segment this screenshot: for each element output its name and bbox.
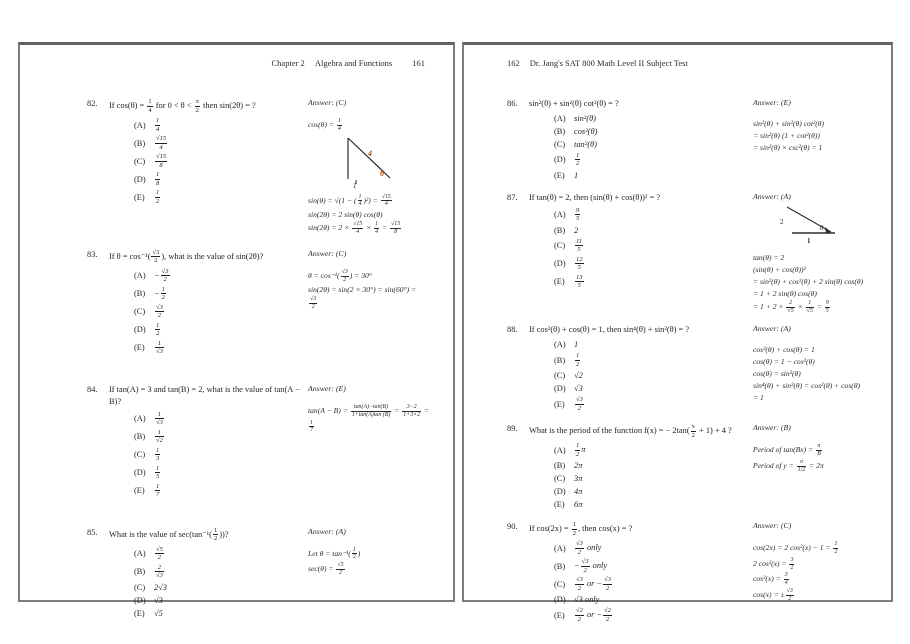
- option-text: $\frac{√3}{2}$ only: [576, 540, 602, 556]
- option-text: $\frac{√15}{4}$: [156, 135, 167, 151]
- option-row: [134, 171, 308, 187]
- option-row: [554, 383, 753, 394]
- triangle-base-label: 1: [807, 236, 811, 245]
- option-text: $\frac{1}{2}$: [576, 151, 580, 168]
- question-stem: What is the value of sec(tan⁻¹( $\frac{1}{2}$ ))?: [109, 526, 229, 543]
- option-label: (C): [554, 371, 566, 381]
- option-text: 3π: [574, 474, 583, 484]
- option-label: (B): [134, 432, 146, 442]
- option-text: − $\frac{√3}{2}$: [154, 267, 169, 284]
- option-text: $\frac{1}{4}$: [156, 117, 160, 133]
- solution-line: cos(θ) = $\frac{1}{4}$: [308, 118, 341, 132]
- option-label: (A): [134, 120, 146, 130]
- option-row: [134, 429, 308, 445]
- option-row: [554, 576, 753, 592]
- option-label: (C): [554, 139, 566, 149]
- option-text: − $\frac{√3}{2}$ only: [574, 558, 608, 574]
- solution-line: = 1: [753, 393, 764, 403]
- solution-line: = sin²(θ) + cos²(θ) + 2 sin(θ) cos(θ): [753, 276, 864, 286]
- option-row: [554, 274, 753, 290]
- option-text: cos²(θ): [574, 126, 598, 136]
- solution-line: = 1 + 2 × $\frac{2}{√5}$ × $\frac{1}{√5}$ = $\frac{9}{5}$: [753, 299, 829, 314]
- option-row: [554, 558, 753, 574]
- option-text: 2√3: [154, 582, 167, 592]
- solution-line: cos(x) = ± $\frac{√3}{2}$: [753, 588, 793, 602]
- option-text: $\frac{√15}{8}$: [156, 153, 167, 169]
- option-row: [554, 152, 753, 168]
- option-row: [134, 595, 308, 606]
- book-page-right: [462, 42, 893, 623]
- question-stem: If tan(θ) = 2, then (sin(θ) + cos(θ))² = ?: [529, 192, 661, 202]
- options-list: [134, 268, 308, 356]
- option-text: $\frac{√3}{2}$: [576, 396, 583, 412]
- option-label: (E): [554, 500, 565, 510]
- solution-line: tan(θ) = 2: [753, 252, 785, 262]
- option-label: (D): [134, 174, 146, 184]
- option-text: √5: [154, 608, 163, 618]
- option-text: √3: [154, 595, 163, 605]
- options-list: [554, 540, 753, 623]
- options-list: [554, 207, 753, 290]
- page-header-right: [464, 58, 891, 68]
- option-text: $\frac{13}{5}$: [576, 273, 583, 290]
- option-text: $\frac{1}{2}$: [156, 321, 160, 338]
- option-text: 6π: [574, 500, 583, 510]
- option-text: $\frac{1}{8}$: [156, 171, 160, 187]
- solution-line: tan(A − B) = $\frac{\tan(A)-\tan(B)}{1+\tan(A)\tan (B)}$ = $\frac{3-2}{1+3\times 2}$ =: [308, 403, 430, 418]
- header-title: Dr. Jang's SAT 800 Math Level II Subject Test: [529, 58, 688, 68]
- option-row: [134, 340, 308, 356]
- options-list: [554, 339, 753, 412]
- option-text: $\frac{√5}{2}$: [156, 545, 163, 562]
- option-label: (A): [554, 210, 566, 220]
- option-row: [554, 473, 753, 484]
- option-row: [134, 411, 308, 427]
- option-label: (D): [134, 325, 146, 335]
- triangle-angle-label: θ: [380, 168, 385, 178]
- triangle-side-label: 2: [780, 217, 784, 226]
- solution-line: 2 cos²(x) = $\frac{3}{2}$: [753, 556, 794, 571]
- solution-line: = 1 + 2 sin(θ) cos(θ): [753, 288, 817, 298]
- option-label: (D): [554, 259, 566, 269]
- answer-label: Answer: (E): [308, 383, 346, 393]
- solution-line: Period of y = $\frac{\pi}{1/2}$ = 2π: [753, 458, 824, 473]
- option-text: $\frac{1}{√3}$: [156, 410, 163, 427]
- option-text: $\frac{√3}{2}$ or − $\frac{√3}{2}$: [576, 576, 612, 592]
- option-label: (A): [554, 340, 566, 350]
- option-row: [554, 352, 753, 368]
- option-text: $\frac{√2}{2}$ or − $\frac{√2}{2}$: [576, 607, 612, 623]
- option-text: $\frac{1}{5}$: [156, 464, 160, 481]
- answer-label: Answer: (C): [308, 98, 347, 107]
- option-text: $\frac{2}{√3}$: [156, 563, 163, 580]
- answer-label: Answer: (C): [308, 248, 347, 258]
- option-label: (C): [554, 474, 566, 484]
- option-label: (D): [554, 384, 566, 394]
- question-stem: If cos(θ) = $\frac{1}{4}$ for 0 < θ < $\frac{\pi}{2}$ then sin(2θ) = ?: [109, 98, 256, 114]
- option-text: $\frac{1}{7}$: [156, 482, 160, 499]
- question-84: [87, 384, 453, 501]
- option-label: (D): [134, 595, 146, 605]
- solution-line: $\frac{√3}{2}$: [310, 296, 317, 311]
- option-label: (A): [554, 113, 566, 123]
- options-list: [554, 442, 753, 510]
- option-label: (A): [554, 445, 566, 455]
- question-89: [507, 423, 891, 512]
- option-label: (E): [554, 170, 565, 180]
- option-row: [134, 608, 308, 619]
- option-label: (D): [554, 487, 566, 497]
- solution-line: sec(θ) = $\frac{√5}{2}$: [308, 562, 344, 577]
- question-stem: If cos²(θ) + cos(θ) = 1, then sin⁴(θ) + sin²(θ) = ?: [529, 325, 690, 335]
- solution-line: Let θ = tan⁻¹( $\frac{1}{2}$ ): [308, 546, 361, 561]
- option-text: 4π: [574, 487, 583, 497]
- option-label: (C): [554, 579, 566, 589]
- option-text: $\frac{1}{√2}$: [156, 428, 163, 445]
- option-label: (C): [554, 241, 566, 251]
- option-row: [134, 546, 308, 562]
- option-row: [554, 113, 753, 124]
- question-87: [507, 192, 891, 316]
- option-text: tan²(θ): [574, 139, 597, 149]
- question-stem: If θ = cos⁻¹( $\frac{√3}{2}$ ), what is the value of sin(2θ)?: [109, 248, 264, 265]
- option-row: [134, 564, 308, 580]
- option-text: 2: [574, 225, 579, 235]
- solution-line: sin²(θ) + sin²(θ) cot²(θ): [753, 119, 825, 128]
- option-label: (E): [134, 343, 145, 353]
- option-text: 1: [574, 340, 579, 350]
- option-label: (D): [134, 468, 146, 478]
- option-label: (E): [134, 192, 145, 202]
- option-text: 1: [574, 170, 579, 180]
- triangle-base-label: 1: [353, 181, 357, 189]
- solution-line: sin(2θ) = 2 × $\frac{√15}{4}$ × $\frac{1}{4}$ = $\frac{√15}{8}$: [308, 221, 401, 235]
- option-row: [134, 153, 308, 169]
- question-85: [87, 527, 453, 621]
- solution-line: $\frac{1}{7}$: [310, 419, 313, 434]
- question-stem: sin²(θ) + sin²(θ) cot²(θ) = ?: [529, 99, 619, 108]
- question-86: [507, 98, 891, 183]
- option-row: [554, 207, 753, 223]
- option-label: (B): [554, 355, 566, 365]
- option-row: [134, 447, 308, 463]
- solution-line: cos(θ) = sin²(θ): [753, 369, 801, 379]
- option-row: [134, 582, 308, 593]
- question-number: 83.: [87, 249, 98, 259]
- solution-line: sin(2θ) = 2 sin(θ) cos(θ): [308, 210, 383, 220]
- solution-line: cos²(θ) + cos(θ) = 1: [753, 345, 815, 355]
- solution-line: (sin(θ) + cos(θ))²: [753, 264, 806, 274]
- option-row: [134, 286, 308, 302]
- option-label: (E): [134, 608, 145, 618]
- option-row: [134, 117, 308, 133]
- option-row: [134, 304, 308, 320]
- question-stem: What is the period of the function f(x) = − 2tan( $\frac{x}{2}$ + 1) + 4 ?: [529, 423, 732, 439]
- question-stem: If tan(A) = 3 and tan(B) = 2, what is the value of tan(A − B)?: [109, 384, 300, 406]
- right-triangle-diagram: [779, 203, 887, 250]
- option-text: − $\frac{1}{2}$: [154, 285, 165, 302]
- options-list: [554, 113, 753, 181]
- question-number: 84.: [87, 384, 98, 394]
- solution-line: sin⁴(θ) + sin²(θ) = cos²(θ) + cos(θ): [753, 381, 861, 391]
- option-label: (E): [554, 399, 565, 409]
- answer-label: Answer: (A): [308, 526, 346, 536]
- question-number: 85.: [87, 527, 98, 537]
- option-row: [134, 322, 308, 338]
- question-number: 82.: [87, 99, 98, 108]
- option-label: (B): [134, 289, 146, 299]
- option-label: (E): [554, 277, 565, 287]
- answer-label: Answer: (E): [753, 98, 791, 107]
- option-text: $\frac{1}{3}$: [156, 446, 160, 463]
- option-row: [554, 442, 753, 458]
- question-83: [87, 249, 453, 358]
- option-label: (C): [134, 156, 146, 166]
- option-row: [134, 268, 308, 284]
- option-row: [554, 594, 753, 605]
- answer-label: Answer: (B): [753, 423, 791, 433]
- option-label: (B): [134, 138, 146, 148]
- option-label: (D): [554, 595, 566, 605]
- option-label: (A): [134, 271, 146, 281]
- page-number: 162: [507, 58, 520, 68]
- option-text: $\frac{9}{5}$: [576, 206, 580, 223]
- triangle-angle-label: θ: [820, 223, 824, 232]
- solution-line: cos(2x) = 2 cos²(x) − 1 = $\frac{1}{2}$: [753, 541, 838, 556]
- question-number: 88.: [507, 325, 518, 335]
- option-row: [554, 607, 753, 623]
- answer-label: Answer: (C): [753, 521, 792, 531]
- option-text: $\frac{1}{√3}$: [156, 339, 163, 356]
- option-label: (E): [554, 610, 565, 620]
- question-number: 89.: [507, 424, 518, 434]
- option-row: [554, 486, 753, 497]
- option-label: (B): [554, 225, 566, 235]
- option-row: [554, 238, 753, 254]
- option-text: $\frac{11}{5}$: [576, 237, 583, 254]
- solution-line: = sin²(θ) (1 + cot²(θ)): [753, 131, 820, 140]
- option-row: [554, 139, 753, 150]
- option-text: √3: [574, 384, 583, 394]
- option-label: (B): [134, 567, 146, 577]
- option-label: (B): [554, 126, 566, 136]
- option-label: (B): [554, 461, 566, 471]
- option-text: sin²(θ): [574, 113, 596, 123]
- solution-line: sin(2θ) = sin(2 × 30°) = sin(60°) =: [308, 285, 417, 295]
- option-label: (C): [134, 307, 146, 317]
- option-row: [554, 499, 753, 510]
- option-label: (C): [134, 582, 146, 592]
- solution-line: Period of tan(Bx) = $\frac{\pi}{B}$: [753, 443, 821, 458]
- page-header-left: [20, 58, 453, 68]
- question-88: [507, 324, 891, 414]
- option-text: 2π: [574, 461, 583, 471]
- option-label: (A): [554, 543, 566, 553]
- option-row: [554, 396, 753, 412]
- option-row: [554, 225, 753, 236]
- option-text: $\frac{1}{2}$ π: [576, 442, 586, 458]
- right-triangle-diagram: [334, 135, 449, 192]
- header-title: Algebra and Functions: [314, 58, 393, 68]
- option-row: [134, 135, 308, 151]
- solution-line: sin(θ) = √(1 − ( $\frac{1}{4}$ )²) = $\frac{√15}{4}$: [308, 193, 391, 208]
- question-number: 90.: [507, 522, 518, 532]
- answer-label: Answer: (A): [753, 191, 791, 201]
- solution-line: = sin²(θ) × csc²(θ) = 1: [753, 143, 823, 152]
- option-text: √2: [574, 371, 583, 381]
- option-label: (C): [134, 450, 146, 460]
- question-90: [507, 521, 891, 625]
- answer-label: Answer: (A): [753, 324, 791, 334]
- option-label: (A): [134, 414, 146, 424]
- option-row: [134, 189, 308, 205]
- question-82: [87, 98, 453, 237]
- option-row: [554, 460, 753, 471]
- triangle-hypotenuse-label: 4: [368, 148, 372, 158]
- option-text: $\frac{12}{5}$: [576, 255, 583, 272]
- option-row: [554, 256, 753, 272]
- option-label: (B): [554, 561, 566, 571]
- option-label: (D): [554, 155, 566, 165]
- option-text: √3 only: [574, 595, 600, 605]
- option-label: (E): [134, 486, 145, 496]
- option-row: [134, 483, 308, 499]
- option-row: [554, 339, 753, 350]
- book-page-left: [18, 42, 455, 618]
- option-label: (A): [134, 549, 146, 559]
- solution-line: cos(θ) = 1 − cos²(θ): [753, 357, 815, 367]
- option-text: $\frac{1}{2}$: [576, 352, 580, 368]
- options-list: [134, 117, 308, 205]
- option-row: [554, 126, 753, 137]
- option-row: [554, 370, 753, 381]
- question-number: 86.: [507, 99, 518, 108]
- page-number: 161: [412, 58, 425, 68]
- option-row: [554, 540, 753, 556]
- option-row: [554, 170, 753, 181]
- header-chapter: Chapter 2: [271, 58, 305, 68]
- question-stem: If cos(2x) = $\frac{1}{2}$ , then cos(x) = ?: [529, 521, 633, 537]
- option-text: $\frac{1}{2}$: [156, 189, 160, 205]
- question-number: 87.: [507, 192, 518, 202]
- options-list: [134, 546, 308, 619]
- solution-line: cos²(x) = $\frac{3}{4}$: [753, 572, 788, 587]
- options-list: [134, 411, 308, 499]
- solution-line: θ = cos⁻¹( $\frac{√3}{2}$ ) = 30°: [308, 268, 372, 283]
- option-row: [134, 465, 308, 481]
- option-text: $\frac{√3}{2}$: [156, 303, 163, 320]
